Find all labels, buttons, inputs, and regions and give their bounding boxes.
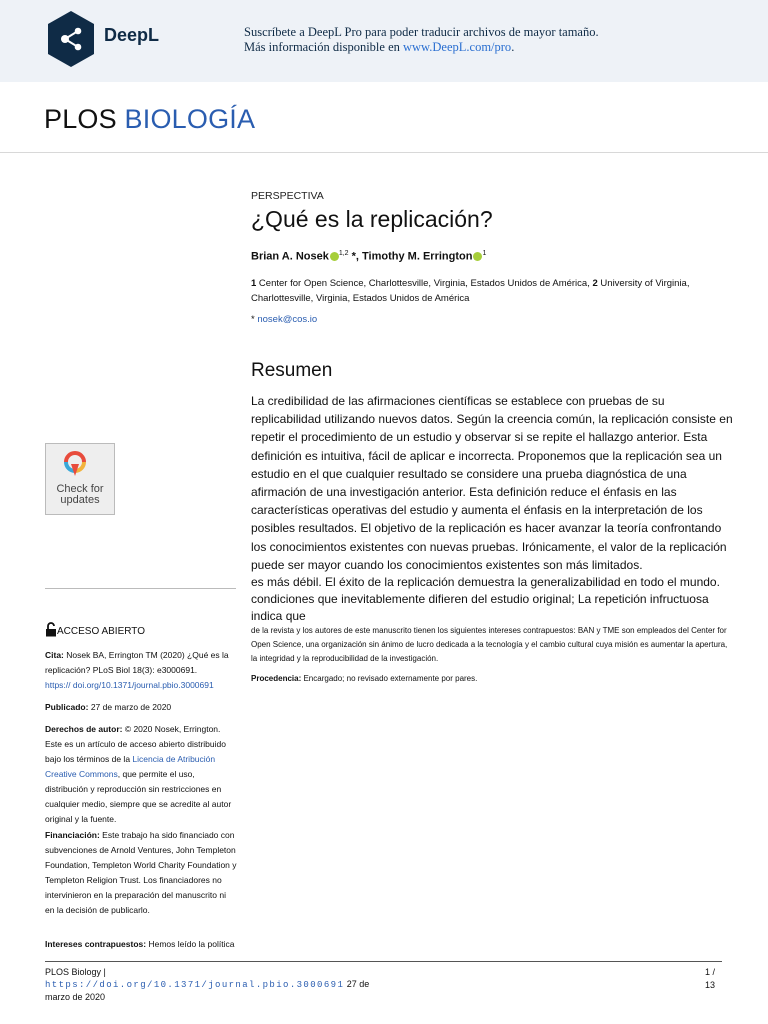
provenance-label: Procedencia:: [251, 674, 302, 683]
banner-line-2-prefix: Más información disponible en: [244, 40, 403, 54]
check-for-updates-button[interactable]: [45, 443, 115, 515]
copyright-label: Derechos de autor:: [45, 724, 123, 734]
abstract-continuation: es más débil. El éxito de la replicación demuestra la generalizabilidad en todo el mundo. condiciones que inevitablemente difieren del estudio original; La repetición infructuosa indica que: [251, 575, 720, 623]
open-access-label: ACCESO ABIERTO: [57, 626, 145, 637]
affiliations: [251, 276, 721, 306]
footer-doi-link[interactable]: https://doi.org/10.1371/journal.pbio.3000691: [45, 980, 345, 990]
author-errington[interactable]: Timothy M. Errington: [358, 250, 473, 263]
affiliation-text: University of Virginia, Charlottesville, Virginia, Estados Unidos de América: [251, 278, 690, 304]
abstract-text: La credibilidad de las afirmaciones científicas se establece con pruebas de su replicabilidad utilizando nuevos datos. Según la creencia común, la replicación consiste en repetir el procedimiento de un estudio y observar si se repite el hallazgo anterior. Esta definición es intuitiva, fácil de aplicar e incorrecta. Proponemos que la replicación sea un estudio en el que cualquier resultado se considere una prueba diagnóstica de una afirmación de una investigación anterior. Esta definición reduce el énfasis en las características operativas del estudio y aumenta el énfasis en la interpretación de los posibles resultados. El objetivo de la replicación es hacer avanzar la teoría confrontando los conocimientos existentes con nuevas pruebas. Irónicamente, el valor de la replicación puede ser mayor cuando los conocimientos existentes son más limitados.: [251, 394, 733, 572]
deepl-logo-icon[interactable]: [46, 10, 96, 68]
banner-line-2: [244, 40, 599, 55]
banner-message: [244, 25, 599, 55]
published-block: [45, 700, 237, 715]
header-divider: [0, 152, 768, 153]
license-link[interactable]: Licencia de Atribución Creative Commons: [45, 754, 216, 779]
provenance-text: Encargado; no revisado externamente por pares.: [301, 674, 478, 683]
footer-divider: [45, 961, 722, 962]
article-title: ¿Qué es la replicación?: [251, 206, 493, 232]
banner-line-2-suffix: .: [511, 40, 515, 54]
journal-title-biology: BIOLOGÍA: [124, 104, 256, 134]
open-access-badge: [45, 622, 145, 637]
published-date: 27 de marzo de 2020: [88, 702, 172, 712]
banner-line-1: Suscríbete a DeepL Pro para poder traducir archivos de mayor tamaño.: [244, 25, 599, 39]
check-for-updates-line-1: Check for: [56, 483, 104, 495]
citation-block: [45, 648, 237, 693]
email-link[interactable]: nosek@cos.io: [257, 314, 318, 325]
provenance: [251, 674, 477, 683]
author-errington-affil: 1: [482, 250, 487, 257]
competing-interests-text: Hemos leído la política: [146, 939, 235, 949]
funding-label: Financiación:: [45, 830, 100, 840]
journal-title-plos: PLOS: [44, 104, 117, 134]
check-for-updates-icon: [63, 450, 87, 478]
deepl-logo-text: DeepL: [104, 25, 160, 45]
footer-citation: [45, 966, 385, 1003]
citation-doi-link[interactable]: https:// doi.org/10.1371/journal.pbio.3000691: [45, 680, 214, 690]
published-label: Publicado:: [45, 702, 89, 712]
footer-journal: PLOS Biology |: [45, 967, 106, 977]
competing-interests-continuation: de la revista y los autores de este manuscrito tienen los siguientes intereses contrapuestos: BAN y TME son empleados del Center for Open Science, una organización sin ánimo de lucro dedicada a la tecnología y el cambio cultural cuya misión es aumentar la apertura, la integridad y la reproducibilidad de la investigación.: [251, 626, 728, 663]
funding-block: [45, 828, 237, 918]
affiliation-text: Center for Open Science, Charlottesville, Virginia, Estados Unidos de América,: [256, 278, 593, 289]
citation-label: Cita:: [45, 650, 64, 660]
journal-title: [44, 104, 255, 135]
correspondence: [251, 314, 317, 325]
page-number: 1 / 13: [705, 967, 716, 990]
author-list: [251, 250, 486, 263]
orcid-icon[interactable]: [330, 252, 339, 261]
corresponding-mark: *,: [348, 250, 359, 263]
funding-text: Este trabajo ha sido financiado con subvenciones de Arnold Ventures, John Templeton Foundation, Templeton World Charity Foundation y Templeton Religion Trust. Los financiadores no intervinieron en la preparación del manuscrito ni en la decisión de publicarlo.: [45, 830, 237, 915]
deepl-pro-link[interactable]: www.DeepL.com/pro: [403, 40, 512, 54]
copyright-text-2: , que permite el uso, distribución y reproducción sin restricciones en cualquier medio, siempre que se acredite al autor original y la fuente.: [45, 769, 232, 824]
footer-doi-line: [45, 978, 385, 1003]
copyright-text: © 2020 Nosek, Errington. Este es un artículo de acceso abierto distribuido bajo los términos de la: [45, 724, 226, 764]
citation-text: Nosek BA, Errington TM (2020) ¿Qué es la replicación? PLoS Biol 18(3): e3000691.: [45, 650, 229, 675]
competing-interests-block: [45, 937, 237, 952]
check-for-updates-label: [46, 484, 114, 506]
correspondence-mark: *: [251, 314, 258, 325]
affiliation-number: 1: [251, 278, 257, 289]
copyright-block: [45, 722, 237, 827]
author-nosek-affil: 1,2: [338, 250, 349, 257]
deepl-banner: [0, 0, 768, 82]
open-lock-icon: [45, 622, 57, 637]
author-nosek[interactable]: Brian A. Nosek: [251, 250, 329, 263]
affiliation-number: 2: [592, 278, 598, 289]
footer-date: 27 de marzo de 2020: [45, 979, 370, 1002]
abstract-heading: Resumen: [251, 360, 333, 381]
sidebar-divider: [45, 588, 236, 589]
competing-interests-label: Intereses contrapuestos:: [45, 939, 147, 949]
article-type: PERSPECTIVA: [251, 190, 324, 202]
check-for-updates-line-2: updates: [60, 494, 100, 506]
